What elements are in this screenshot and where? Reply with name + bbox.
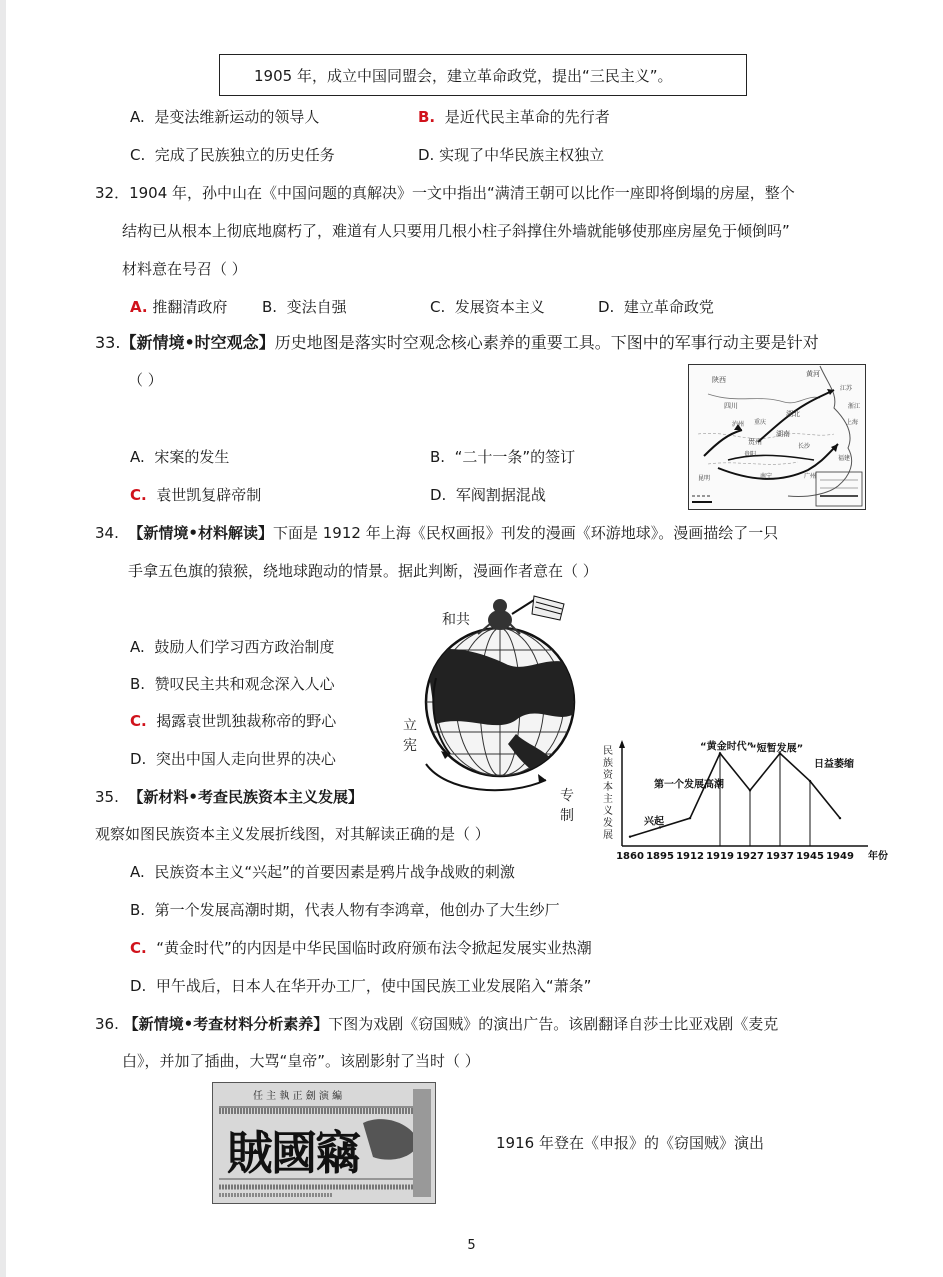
q33-map-figure xyxy=(688,364,866,510)
q35-option-b[interactable]: B. 第一个发展高潮时期，代表人物有李鸿章，他创办了大生纱厂 xyxy=(130,901,560,919)
chart-ylabel-char: 族 xyxy=(603,758,613,769)
chart-x-axis-label: 年份 xyxy=(868,851,888,862)
q34-option-c[interactable]: C. 揭露袁世凯独裁称帝的野心 xyxy=(130,712,337,730)
map-label: 陕西 xyxy=(712,376,726,384)
chart-point xyxy=(629,836,631,838)
chart-x-tick-label: 1927 xyxy=(736,851,764,862)
q34-cartoon-figure xyxy=(396,594,596,794)
q32-stem-line1: 32．1904 年，孙中山在《中国问题的真解决》一文中指出“满清王朝可以比作一座即将倒塌的房屋，整个 xyxy=(95,184,795,202)
q35-line-chart xyxy=(600,738,890,862)
q35-option-a[interactable]: A. 民族资本主义“兴起”的首要因素是鸦片战争战败的刺激 xyxy=(130,863,515,881)
map-label: 昆明 xyxy=(698,475,711,482)
chart-ylabel-char: 义 xyxy=(603,806,613,817)
q31-option-a[interactable]: A. 是变法维新运动的领导人 xyxy=(130,108,320,126)
map-label: 福建 xyxy=(838,455,851,462)
q31-option-d[interactable]: D. 实现了中华民族主权独立 xyxy=(418,146,605,164)
q35-stem-title: 35. 【新材料•考查民族资本主义发展】 xyxy=(95,788,363,806)
cartoon-label-right: 专制 xyxy=(560,788,574,824)
chart-y-arrow xyxy=(619,740,625,748)
q33-option-a[interactable]: A. 宋案的发生 xyxy=(130,448,230,466)
chart-point xyxy=(689,817,691,819)
q34-stem-line1: 34. 【新情境•材料解读】下面是 1912 年上海《民权画报》刊发的漫画《环游地球》。漫画描绘了一只 xyxy=(95,524,779,542)
map-label: 贵阳 xyxy=(744,451,757,458)
page-edge xyxy=(0,0,6,1277)
chart-annotation: “黄金时代” xyxy=(700,741,754,753)
chart-annotation: 日益萎缩 xyxy=(814,759,854,771)
material-text: 1905 年，成立中国同盟会，建立革命政党，提出“三民主义”。 xyxy=(254,67,673,85)
chart-ylabel-char: 本 xyxy=(603,782,613,793)
q33-option-b[interactable]: B. “二十一条”的签订 xyxy=(430,448,576,466)
chart-x-tick-label: 1895 xyxy=(646,851,674,862)
q31-option-b[interactable]: B. 是近代民主革命的先行者 xyxy=(418,108,610,126)
q32-stem-line3: 材料意在号召（ ） xyxy=(122,260,247,278)
map-label: 长沙 xyxy=(798,443,811,450)
chart-point xyxy=(719,752,721,754)
q35-stem-intro: 观察如图民族资本主义发展折线图，对其解读正确的是（ ） xyxy=(95,825,490,843)
q34-option-d[interactable]: D. 突出中国人走向世界的决心 xyxy=(130,750,336,768)
map-label: 广州 xyxy=(804,473,817,480)
map-label: 黄河 xyxy=(806,370,820,378)
chart-ylabel-char: 资 xyxy=(603,770,613,781)
ad-header: 任 主 執 正 劍 演 編 xyxy=(253,1091,343,1102)
chart-ylabel-char: 展 xyxy=(603,830,613,841)
q34-option-b[interactable]: B. 赞叹民主共和观念深入人心 xyxy=(130,675,335,693)
chart-point xyxy=(749,789,751,791)
q33-stem-line1: 33.【新情境•时空观念】历史地图是落实时空观念核心素养的重要工具。下图中的军事行动主要是针对 xyxy=(95,333,819,352)
q31-option-c[interactable]: C. 完成了民族独立的历史任务 xyxy=(130,146,335,164)
q32-option-c[interactable]: C. 发展资本主义 xyxy=(430,298,545,316)
chart-annotation: 兴起 xyxy=(644,816,664,828)
q33-option-c[interactable]: C. 袁世凯复辟帝制 xyxy=(130,486,262,504)
map-label: 重庆 xyxy=(754,419,767,426)
chart-point xyxy=(839,817,841,819)
play-advertisement xyxy=(212,1082,436,1204)
chart-x-tick-label: 1945 xyxy=(796,851,824,862)
map-label: 湖南 xyxy=(776,430,790,438)
q32-stem-line2: 结构已从根本上彻底地腐朽了，难道有人只要用几根小柱子斜撑住外墙就能够使那座房屋免于倾倒吗” xyxy=(122,222,790,240)
chart-x-tick-label: 1912 xyxy=(676,851,704,862)
ad-title: 賊國竊 xyxy=(227,1126,359,1180)
chart-x-tick-label: 1949 xyxy=(826,851,854,862)
chart-point xyxy=(809,780,811,782)
map-label: 南宁 xyxy=(760,473,773,480)
cartoon-label-left: 立宪 xyxy=(403,718,417,754)
q33-stem-line2: （ ） xyxy=(128,371,163,389)
map-label: 泸州 xyxy=(732,421,745,428)
chart-annotation: “短暂发展” xyxy=(750,743,804,755)
page-number: 5 xyxy=(467,1238,476,1253)
chart-layer xyxy=(603,739,888,862)
chart-ylabel-char: 民 xyxy=(603,746,613,757)
chart-x-tick-label: 1860 xyxy=(616,851,644,862)
cartoon-label-top: 和共 xyxy=(442,612,470,628)
chart-x-tick-label: 1919 xyxy=(706,851,734,862)
map-label: 浙江 xyxy=(848,403,861,410)
map-label: 湖北 xyxy=(786,410,800,418)
map-label: 四川 xyxy=(724,402,738,410)
chart-annotation: 第一个发展高潮 xyxy=(654,779,724,791)
q35-option-d[interactable]: D. 甲午战后，日本人在华开办工厂，使中国民族工业发展陷入“萧条” xyxy=(130,977,592,995)
material-box xyxy=(219,54,747,96)
chart-ylabel-char: 发 xyxy=(603,818,613,829)
map-label: 江苏 xyxy=(840,385,853,392)
chart-x-tick-label: 1937 xyxy=(766,851,794,862)
q32-option-d[interactable]: D. 建立革命政党 xyxy=(598,298,714,316)
map-label: 贵州 xyxy=(748,438,762,446)
q32-option-a[interactable]: A. 推翻清政府 xyxy=(130,298,228,316)
q35-option-c[interactable]: C. “黄金时代”的内因是中华民国临时政府颁布法令掀起发展实业热潮 xyxy=(130,939,592,957)
q32-option-b[interactable]: B. 变法自强 xyxy=(262,298,347,316)
q34-stem-line2: 手拿五色旗的猿猴，绕地球跑动的情景。据此判断，漫画作者意在（ ） xyxy=(128,562,598,580)
q36-stem-line1: 36. 【新情境•考查材料分析素养】下图为戏剧《窃国贼》的演出广告。该剧翻译自莎士比亚戏剧《麦克 xyxy=(95,1015,779,1033)
q34-option-a[interactable]: A. 鼓励人们学习西方政治制度 xyxy=(130,638,335,656)
chart-ylabel-char: 主 xyxy=(603,794,613,805)
q33-option-d[interactable]: D. 军阀割据混战 xyxy=(430,486,546,504)
q36-stem-line2: 白》，并加了插曲，大骂“皇帝”。该剧影射了当时（ ） xyxy=(122,1052,480,1070)
map-label: 上海 xyxy=(846,419,859,426)
ad-caption: 1916 年登在《申报》的《窃国贼》演出 xyxy=(496,1134,764,1152)
